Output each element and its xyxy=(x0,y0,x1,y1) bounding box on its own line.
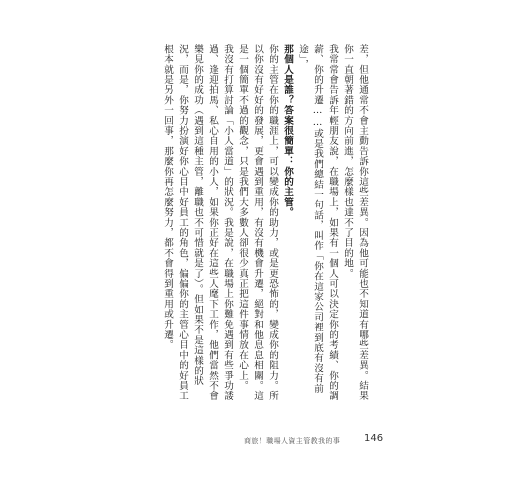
body-text xyxy=(160,44,370,404)
paragraph-emphasis: 那個人是誰？答案很簡單：你的主管。 xyxy=(282,44,293,218)
paragraph: 我常常會告訴年輕朋友說，在職場上，如果有一個人可以決定你的考績、你的調薪、你的升遷……或是我們總結一句話，叫作「你在這家公司裡到底有沒有前途」， xyxy=(297,44,338,401)
page-number: 146 xyxy=(364,433,384,444)
running-footer: 商旅！職場人資主管教我的事 xyxy=(244,437,341,445)
paragraph: 差，但他通常不會主動告訴你這些差異。因為他可能也不知道有哪些差異。結果你一直朝著錯的方向前進，怎麼樣也達不了目的地。 xyxy=(342,44,368,401)
paragraph: 你的主管在你的職涯上，可以變成你的助力，或是更恐怖的，變成你的阻力。所以你沒有好好的發展，更會遇到重用，有沒有機會升遷，絕對和他息息相關。這是一個簡單不過的觀念，只是我們大多數人卻很少真正把這件事情放在心上。 xyxy=(237,44,278,401)
paragraph: 我沒有打算討論「小人當道」的狀況。我是說，在職場上你難免遇到有些爭功諉過、逢迎拍馬、私心自用的小人，如果你正好在這些人麾下工作，他們當然不會樂見你的成功（遇到這種主管，離職也不可惜就是了）。但如果不是這樣的狀況，而是，你努力扮演好你心目中好員工的角色，偏偏你的主管心目中的好員工根本就是另外一回事，那麼你再怎麼努力，都不會得到重用或升遷。 xyxy=(162,44,233,401)
